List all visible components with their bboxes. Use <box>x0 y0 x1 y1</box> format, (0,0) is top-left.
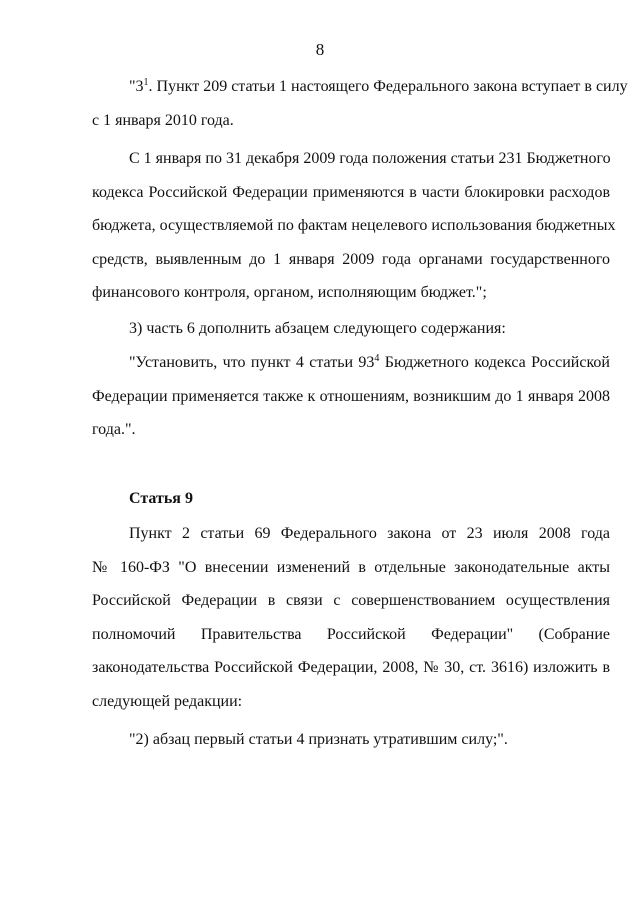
text-line: "Установить, что пункт 4 статьи $93^4$ Бюджетного кодекса Российской <box>129 353 610 371</box>
text-line: Пункт 2 статьи 69 Федерального закона от 23 июля 2008 года <box>129 525 610 542</box>
article-heading <box>92 482 610 516</box>
paragraph-article-9 <box>92 517 610 718</box>
paragraph-budget-blocking <box>92 142 616 310</box>
text-line: кодекса Российской Федерации применяются в части блокировки расходов <box>92 183 610 201</box>
text-line: с 1 января 2010 года. <box>92 111 234 129</box>
text-line: Федерации применяется также к отношениям, возникшим до 1 января 2008 <box>92 387 610 405</box>
superscript: 4 <box>374 353 380 364</box>
superscript: 1 <box>143 77 149 88</box>
text-line: года.". <box>92 421 136 438</box>
paragraph-new-wording <box>92 723 610 757</box>
text-line: полномочий Правительства Российской Федерации" (Собрание <box>92 625 610 643</box>
text-line: средств, выявленным до 1 января 2009 года органами государственного <box>92 250 610 268</box>
text-line: Российской Федерации в связи с совершенствованием осуществления <box>92 592 610 609</box>
paragraph-effective-date <box>92 70 628 137</box>
heading-text: Статья 9 <box>129 490 193 507</box>
text-line: законодательства Российской Федерации, 2008, № 30, ст. 3616) изложить в <box>92 659 610 676</box>
text-line: следующей редакции: <box>92 692 243 710</box>
text-line: "$3^1$. Пункт 209 статьи 1 настоящего Федерального закона вступает в силу <box>129 77 628 95</box>
text-line: № 160-ФЗ "О внесении изменений в отдельные законодательные акты <box>92 558 610 576</box>
text-line: "2) абзац первый статьи 4 признать утратившим силу;". <box>129 731 508 748</box>
text-line: бюджета, осуществляемой по фактам нецелевого использования бюджетных <box>92 217 616 234</box>
text-line: финансового контроля, органом, исполняющим бюджет."; <box>92 284 487 301</box>
text-line: С 1 января по 31 декабря 2009 года положения статьи 231 Бюджетного <box>129 150 611 167</box>
paragraph-establish <box>92 346 610 447</box>
page-number: 8 <box>315 40 325 59</box>
paragraph-amend-part-6 <box>92 312 610 346</box>
text-line: 3) часть 6 дополнить абзацем следующего содержания: <box>129 320 506 337</box>
